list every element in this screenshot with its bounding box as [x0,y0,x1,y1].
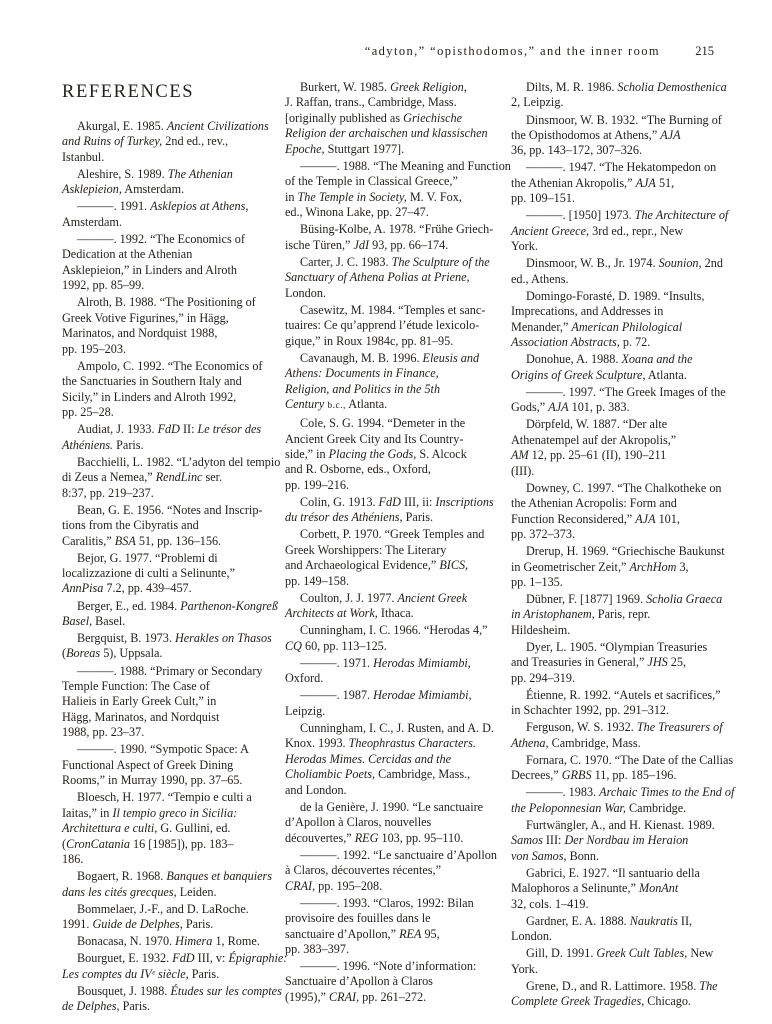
reference-entry: ———. 1971. Herodas Mimiambi, Oxford. [285,655,471,686]
reference-entry: Bommelaer, J.-F., and D. LaRoche. 1991. Guide de Delphes, Paris. [62,901,249,932]
reference-entry: Burkert, W. 1985. Greek Religion, J. Raffan, trans., Cambridge, Mass. [originally published as Griechische Religion der archaischen und klassischen Epoche, Stuttgart 1977]. [285,80,488,156]
reference-entry: Cunningham, I. C., J. Rusten, and A. D. Knox. 1993. Theophrastus Characters. Herodas Mimes. Cercidas and the Choliambic Poets, Cambridge, Mass., and London. [285,720,494,797]
reference-entry: Dinsmoor, W. B., Jr. 1974. Sounion, 2nd ed., Athens. [511,256,723,286]
reference-entry: Étienne, R. 1992. “Autels et sacrifices,” in Schachter 1992, pp. 291–312. [511,687,721,718]
reference-entry: Akurgal, E. 1985. Ancient Civilizations and Ruins of Turkey, 2nd ed., rev., Istanbul. [62,119,269,164]
reference-entry: Dinsmoor, W. B. 1932. “The Burning of the Opisthodomos at Athens,” AJA 36, pp. 143–172, 307–326. [511,112,722,158]
reference-entry: Grene, D., and R. Lattimore. 1958. The Complete Greek Tragedies, Chicago. [511,978,718,1009]
reference-entry: ———. 1988. “The Meaning and Function of the Temple in Classical Greece,” in The Temple in Society, M. V. Fox, ed., Winona Lake, pp. 27–47. [285,158,511,220]
reference-entry: Drerup, H. 1969. “Griechische Baukunst in Geometrischer Zeit,” ArchHom 3, pp. 1–135. [511,544,725,589]
running-head-title: “adyton,” “opisthodomos,” and the inner room [364,44,660,58]
reference-entry: ———. 1996. “Note d’information: Sanctuaire d’Apollon à Claros (1995),” CRAI, pp. 261–272. [285,959,477,1004]
reference-entry: ———. 1992. “The Economics of Dedication at the Athenian Asklepieion,” in Linders and Alroth 1992, pp. 85–99. [62,231,245,293]
reference-entry: Bean, G. E. 1956. “Notes and Inscrip- tions from the Cibyratis and Caralitis,” BSA 51, pp. 136–156. [62,502,263,548]
references-column-2 [285,80,511,1007]
reference-entry: Ampolo, C. 1992. “The Economics of the Sanctuaries in Southern Italy and Sicily,” in Linders and Alroth 1992, pp. 25–28. [62,358,263,420]
reference-entry: ———. 1991. Asklepios at Athens, Amsterdam. [62,199,249,229]
reference-entry: Dyer, L. 1905. “Olympian Treasuries and Treasuries in General,” JHS 25, pp. 294–319. [511,639,708,685]
section-title: REFERENCES [62,82,195,102]
reference-entry: Audiat, J. 1933. FdD II: Le trésor des Athéniens. Paris. [62,422,262,452]
reference-entry: Berger, E., ed. 1984. Parthenon-Kongreß Basel, Basel. [62,598,278,628]
reference-entry: Colin, G. 1913. FdD III, ii: Inscriptions du trésor des Athéniens, Paris. [285,494,494,525]
reference-entry: Casewitz, M. 1984. “Temples et sanc- tuaires: Ce qu’apprend l’étude lexicolo- gique,” in Roux 1984c, pp. 81–95. [285,302,486,348]
references-column-1 [62,119,288,1016]
references-column-3 [511,80,735,1011]
reference-entry: Aleshire, S. 1989. The Athenian Asklepieion, Amsterdam. [62,166,233,197]
reference-entry: Carter, J. C. 1983. The Sculpture of the Sanctuary of Athena Polias at Priene, London. [285,254,490,300]
reference-entry: ———. 1983. Archaic Times to the End of the Peloponnesian War, Cambridge. [511,785,735,815]
reference-entry: ———. 1987. Herodae Mimiambi, Leipzig. [285,688,472,718]
reference-entry: Bousquet, J. 1988. Études sur les comptes de Delphes, Paris. [62,983,282,1014]
reference-entry: Dilts, M. R. 1986. Scholia Demosthenica 2, Leipzig. [511,80,727,110]
reference-entry: ———. 1997. “The Greek Images of the Gods,” AJA 101, p. 383. [511,384,726,415]
reference-entry: ———. 1992. “Le sanctuaire d’Apollon à Claros, découvertes récentes,” CRAI, pp. 195–208. [285,847,497,893]
reference-entry: Fornara, C. 1970. “The Date of the Callias Decrees,” GRBS 11, pp. 185–196. [511,752,734,783]
reference-entry: Bloesch, H. 1977. “Tempio e culti a Iaitas,” in Il tempio greco in Sicilia: Architettura e culti, G. Gullini, ed. (CronCatania 16 [1985]), pp. 183– 186. [62,790,252,867]
reference-entry: Cunningham, I. C. 1966. “Herodas 4,” CQ 60, pp. 113–125. [285,623,488,653]
page-number: 215 [695,44,714,58]
reference-entry: Bergquist, B. 1973. Herakles on Thasos (Boreas 5), Uppsala. [62,631,272,661]
reference-entry: Dörpfeld, W. 1887. “Der alte Athenatempel auf der Akropolis,” AM 12, pp. 25–61 (II), 190–211 (III). [511,417,677,478]
reference-entry: Bejor, G. 1977. “Problemi di localizzazione di culti a Selinunte,” AnnPisa 7.2, pp. 439–457. [62,550,235,596]
reference-entry: Furtwängler, A., and H. Kienast. 1989. Samos III: Der Nordbau im Heraion von Samos, Bonn. [511,817,715,863]
reference-entry: Alroth, B. 1988. “The Positioning of Greek Votive Figurines,” in Hägg, Marinatos, and Nordquist 1988, pp. 195–203. [62,295,256,356]
reference-entry: Coulton, J. J. 1977. Ancient Greek Architects at Work, Ithaca. [285,590,468,621]
reference-entry: Büsing-Kolbe, A. 1978. “Frühe Griech- ische Türen,” JdI 93, pp. 66–174. [285,222,494,252]
reference-entry: Cole, S. G. 1994. “Demeter in the Ancient Greek City and Its Country- side,” in Placing the Gods, S. Alcock and R. Osborne, eds., Oxford, pp. 199–216. [285,416,467,492]
reference-entry: Cavanaugh, M. B. 1996. Eleusis and Athens: Documents in Finance, Religion, and Politics in the 5th Century b.c., Atlanta. [285,350,480,412]
reference-entry: Domingo-Forasté, D. 1989. “Insults, Imprecations, and Addresses in Menander,” American Philological Association Abstracts, p. 72. [511,288,705,350]
reference-entry: Gabrici, E. 1927. “Il santuario della Malophoros a Selinunte,” MonAnt 32, cols. 1–419. [511,865,700,911]
running-head [0,44,772,64]
reference-entry: Corbett, P. 1970. “Greek Temples and Greek Worshippers: The Literary and Archaeological Evidence,” BICS, pp. 149–158. [285,527,485,588]
reference-entry: de la Genière, J. 1990. “Le sanctuaire d’Apollon à Claros, nouvelles découvertes,” REG 103, pp. 95–110. [285,799,484,845]
reference-entry: Dübner, F. [1877] 1969. Scholia Graeca in Aristophanem, Paris, repr. Hildesheim. [511,592,723,637]
reference-entry: Bogaert, R. 1968. Banques et banquiers dans les cités grecques, Leiden. [62,869,272,899]
reference-entry: ———. 1990. “Sympotic Space: A Functional Aspect of Greek Dining Rooms,” in Murray 1990, pp. 37–65. [62,742,249,788]
reference-entry: Gardner, E. A. 1888. Naukratis II, London. [511,913,693,944]
reference-entry: Bonacasa, N. 1970. Himera 1, Rome. [77,934,260,949]
reference-entry: ———. [1950] 1973. The Architecture of Ancient Greece, 3rd ed., repr., New York. [511,208,729,254]
reference-entry: ———. 1947. “The Hekatompedon on the Athenian Akropolis,” AJA 51, pp. 109–151. [511,160,717,206]
reference-entry: Donohue, A. 1988. Xoana and the Origins of Greek Sculpture, Atlanta. [511,352,693,382]
reference-entry: Bourguet, E. 1932. FdD III, v: Épigraphie: Les comptes du IVᵉ siècle, Paris. [62,951,288,981]
reference-entry: ———. 1993. “Claros, 1992: Bilan provisoire des fouilles dans le sanctuaire d’Apollon,” REA 95, pp. 383–397. [285,895,474,956]
reference-entry: ———. 1988. “Primary or Secondary Temple Function: The Case of Halieis in Early Greek Cult,” in Hägg, Marinatos, and Nordquist 1988, pp. 23–37. [62,663,263,740]
reference-entry: Gill, D. 1991. Greek Cult Tables, New York. [511,946,714,976]
reference-entry: Ferguson, W. S. 1932. The Treasurers of Athena, Cambridge, Mass. [511,720,723,750]
reference-entry: Downey, C. 1997. “The Chalkotheke on the Athenian Acropolis: Form and Function Reconsidered,” AJA 101, pp. 372–373. [511,480,722,542]
reference-entry: Bacchielli, L. 1982. “L’adyton del tempio di Zeus a Nemea,” RendLinc ser. 8:37, pp. 219–237. [62,454,281,500]
